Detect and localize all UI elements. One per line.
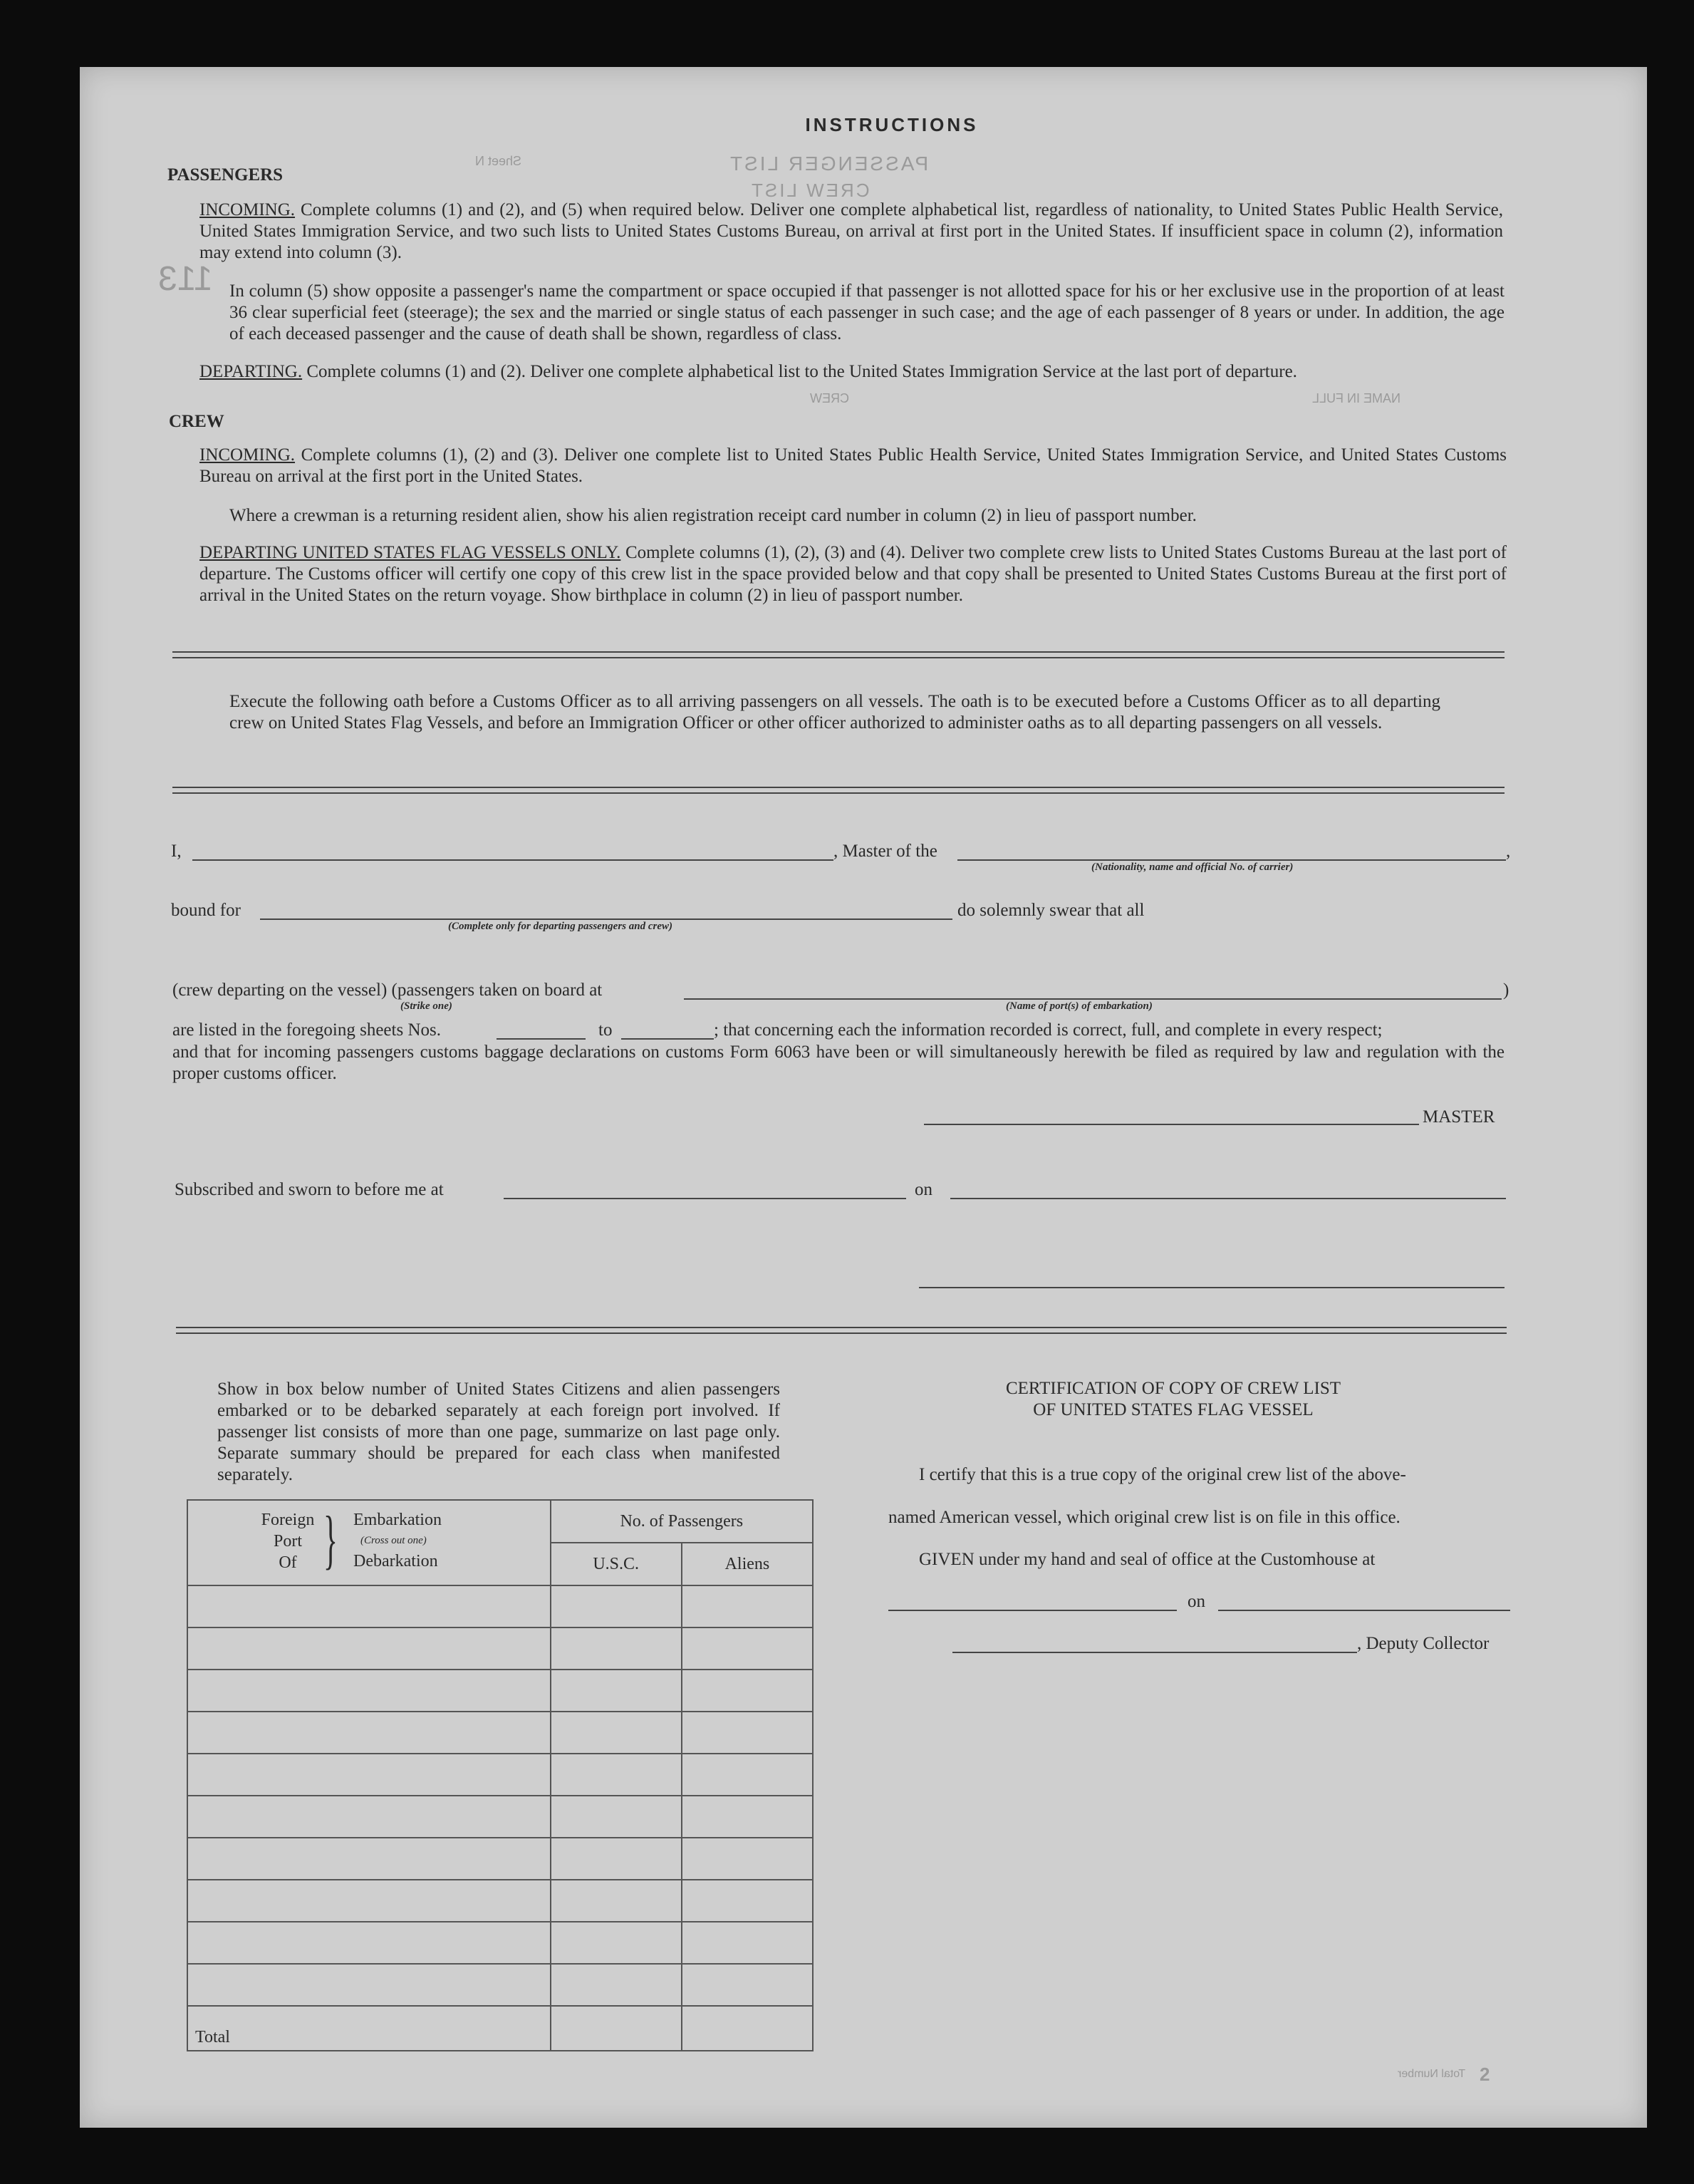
carrier-field[interactable] (957, 859, 1506, 861)
aliens-cell[interactable] (682, 1712, 813, 1754)
debarkation-label: Debarkation (353, 1552, 438, 1570)
port-hint: (Name of port(s) of embarkation) (1006, 1000, 1153, 1012)
of-label: Of (279, 1553, 297, 1572)
sheet-to-field[interactable] (621, 1038, 714, 1040)
crew-departing-paragraph (199, 542, 1507, 606)
foreign-label: Foreign (261, 1511, 315, 1529)
passenger-summary-table (187, 1499, 814, 2051)
usc-cell[interactable] (551, 1627, 682, 1670)
table-row (187, 1964, 813, 2006)
port-cell[interactable] (187, 1712, 551, 1754)
summary-instruction: Show in box below number of United States Citizens and alien passengers embarked or to be debarked separately at each foreign port involved. If passenger list consists of more than one page, summarize on last page only. Separate summary should be prepared for each class when manifested separately. (217, 1380, 780, 1484)
subscribed-text: Subscribed and sworn to before me at (175, 1180, 444, 1199)
bleed-through-text: CREW LIST (749, 180, 870, 201)
table-row (187, 1880, 813, 1922)
usc-cell[interactable] (551, 1964, 682, 2006)
crew-departing-label: DEPARTING UNITED STATES FLAG VESSELS ONLY. (199, 543, 621, 562)
passengers-heading: PASSENGERS (167, 165, 284, 185)
usc-cell[interactable] (551, 1585, 682, 1627)
certify-line1: I certify that this is a true copy of the original crew list of the above- (919, 1465, 1406, 1484)
bleed-through-text: NAME IN FULL (1312, 391, 1401, 405)
certification-heading (903, 1378, 1444, 1421)
page-number-stamp: 2 (1480, 2064, 1490, 2085)
customhouse-field[interactable] (888, 1610, 1177, 1611)
port-cell[interactable] (187, 1964, 551, 2006)
section-divider (172, 651, 1505, 658)
incoming-text: Complete columns (1) and (2), and (5) when required below. Deliver one complete alphabetical list, regardless of nationality, to United States Public Health Service, United States Immigration Service, and two such lists to United States Customs Bureau, on arrival at first port in the United States. If insufficient space in column (2), information may extend into column (3). (199, 200, 1504, 262)
incoming-label: INCOMING. (199, 200, 296, 219)
port-cell[interactable] (187, 1880, 551, 1922)
aliens-cell[interactable] (682, 1796, 813, 1838)
aliens-cell[interactable] (682, 1585, 813, 1627)
table-row (187, 1838, 813, 1880)
close-paren-text: ) (1503, 980, 1509, 1000)
listed-in-text: are listed in the foregoing sheets Nos. (172, 1020, 441, 1040)
certification-heading-line2: OF UNITED STATES FLAG VESSEL (1033, 1400, 1314, 1419)
usc-cell[interactable] (551, 1670, 682, 1712)
port-cell[interactable] (187, 1796, 551, 1838)
aliens-cell[interactable] (682, 1964, 813, 2006)
crew-incoming-paragraph (199, 445, 1507, 487)
bleed-through-text: Total Number (1398, 2068, 1466, 2080)
officer-signature-field[interactable] (919, 1287, 1505, 1288)
brace-icon: } (323, 1503, 338, 1575)
cross-out-hint: (Cross out one) (360, 1535, 427, 1546)
certify-line3: GIVEN under my hand and seal of office at the Customhouse at (919, 1550, 1376, 1569)
usc-cell[interactable] (551, 1754, 682, 1796)
section-divider (176, 1327, 1507, 1334)
master-signature-field[interactable] (924, 1124, 1419, 1125)
crew-incoming-text: Complete columns (1), (2) and (3). Deliver one complete list to United States Public Health Service, United States Immigration Service, and United States Customs Bureau on arrival at the first port in the United States. (199, 445, 1507, 486)
resident-alien-paragraph: Where a crewman is a returning resident alien, show his alien registration receipt card number in column (2) in lieu of passport number. (229, 506, 1197, 525)
aliens-cell[interactable] (682, 1670, 813, 1712)
aliens-cell[interactable] (682, 1627, 813, 1670)
crew-heading: CREW (169, 412, 224, 431)
cert-on-text: on (1188, 1592, 1205, 1611)
document-page (80, 67, 1647, 2128)
port-of-embarkation-field[interactable] (684, 998, 1502, 1000)
page-title: INSTRUCTIONS (805, 114, 979, 135)
certify-line2: named American vessel, which original crew list is on file in this office. (888, 1508, 1401, 1527)
embarkation-label: Embarkation (353, 1511, 442, 1529)
master-label: MASTER (1423, 1107, 1495, 1127)
total-aliens-cell[interactable] (682, 2006, 813, 2051)
port-header-cell (187, 1500, 551, 1585)
cert-date-field[interactable] (1218, 1610, 1510, 1611)
table-row (187, 1754, 813, 1796)
crew-departing-text: (crew departing on the vessel) (passengers taken on board at (172, 980, 603, 1000)
usc-cell[interactable] (551, 1838, 682, 1880)
sworn-date-field[interactable] (950, 1198, 1506, 1199)
oath-i-label: I, (171, 842, 182, 861)
usc-header: U.S.C. (551, 1543, 682, 1585)
total-usc-cell[interactable] (551, 2006, 682, 2051)
deputy-collector-label: , Deputy Collector (1357, 1634, 1490, 1653)
deputy-signature-field[interactable] (952, 1652, 1357, 1653)
port-cell[interactable] (187, 1922, 551, 1964)
departing-text: Complete columns (1) and (2). Deliver one complete alphabetical list to the United States Immigration Service at the last port of departure. (306, 362, 1297, 381)
aliens-cell[interactable] (682, 1754, 813, 1796)
swear-text: do solemnly swear that all (957, 901, 1145, 920)
departing-label: DEPARTING. (199, 362, 303, 381)
port-cell[interactable] (187, 1670, 551, 1712)
port-cell[interactable] (187, 1627, 551, 1670)
strike-one-hint: (Strike one) (400, 1000, 452, 1012)
bound-for-field[interactable] (260, 918, 952, 920)
passengers-incoming-paragraph (199, 200, 1503, 264)
usc-cell[interactable] (551, 1712, 682, 1754)
total-label: Total (187, 2006, 551, 2051)
oath-instruction: Execute the following oath before a Customs Officer as to all arriving passengers on all vessels. The oath is to be executed before a Customs Officer as to all departing crew on United States Flag Vessels, and before an Immigration Officer or other officer authorized to administer oaths as to all departing passengers on all vessels. (229, 692, 1440, 733)
usc-cell[interactable] (551, 1922, 682, 1964)
aliens-header: Aliens (682, 1543, 813, 1585)
table-row (187, 1627, 813, 1670)
table-row (187, 1712, 813, 1754)
table-row (187, 1585, 813, 1627)
incoming-clause-text: and that for incoming passengers customs baggage declarations on customs Form 6063 have been or will simultaneously herewith be filed as required by law and regulation with the proper customs officer. (172, 1042, 1505, 1083)
listed-rest-text: ; that concerning each the information recorded is correct, full, and complete in every respect; (714, 1020, 1383, 1040)
master-name-field[interactable] (192, 859, 833, 861)
aliens-cell[interactable] (682, 1922, 813, 1964)
sworn-place-field[interactable] (504, 1198, 906, 1199)
port-label: Port (273, 1532, 302, 1551)
on-text: on (915, 1180, 932, 1199)
passengers-departing-paragraph (199, 361, 1510, 383)
crew-incoming-label: INCOMING. (199, 445, 296, 465)
usc-cell[interactable] (551, 1880, 682, 1922)
comma-text: , (1506, 842, 1511, 861)
bound-for-label: bound for (171, 901, 241, 920)
bleed-through-text: CREW (810, 391, 849, 405)
port-cell[interactable] (187, 1754, 551, 1796)
to-text: to (598, 1020, 613, 1040)
crew-departing-text: Complete columns (1), (2), (3) and (4). Deliver two complete crew lists to United States Customs Bureau at the last port of departure. The Customs officer will certify one copy of this crew list in the space provided below and that copy shall be presented to United States Customs Bureau at the first port of arrival in the United States on the return voyage. Show birthplace in column (2) in lieu of passport number. (199, 543, 1507, 605)
bleed-through-text: Sheet N (475, 154, 522, 168)
table-row (187, 1922, 813, 1964)
sheet-from-field[interactable] (497, 1038, 586, 1040)
master-of-label: , Master of the (833, 842, 937, 861)
bound-for-hint: (Complete only for departing passengers and crew) (448, 921, 672, 932)
total-row (187, 2006, 813, 2051)
port-cell[interactable] (187, 1838, 551, 1880)
bleed-through-text: PASSENGER LIST (728, 152, 929, 175)
aliens-cell[interactable] (682, 1880, 813, 1922)
port-cell[interactable] (187, 1585, 551, 1627)
table-row (187, 1670, 813, 1712)
section-divider (172, 787, 1505, 794)
usc-cell[interactable] (551, 1796, 682, 1838)
table-header-row (187, 1500, 813, 1543)
aliens-cell[interactable] (682, 1838, 813, 1880)
carrier-hint: (Nationality, name and official No. of carrier) (1091, 861, 1294, 873)
column5-paragraph: In column (5) show opposite a passenger's name the compartment or space occupied if that passenger is not allotted space for his or her exclusive use in the proportion of at least 36 clear superficial feet (steerage); the sex and the married or single status of each passenger in such case; and the age of each passenger of 8 years or under. In addition, the age of each deceased passenger and the cause of death shall be shown, regardless of class. (229, 281, 1505, 343)
certification-heading-line1: CERTIFICATION OF COPY OF CREW LIST (1005, 1379, 1341, 1398)
bleed-through-number: 113 (158, 260, 213, 298)
no-of-passengers-header: No. of Passengers (551, 1500, 813, 1543)
table-row (187, 1796, 813, 1838)
